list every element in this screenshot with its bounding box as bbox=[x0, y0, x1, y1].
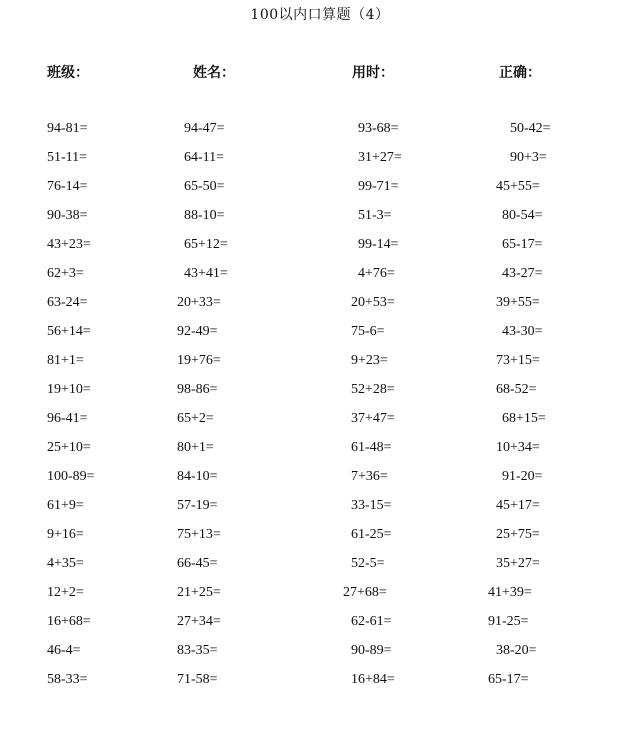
problem-col2-19: 83-35= bbox=[177, 643, 218, 658]
problem-col2-4: 88-10= bbox=[184, 208, 225, 223]
problem-col3-18: 62-61= bbox=[351, 614, 392, 629]
problem-col1-4: 90-38= bbox=[47, 208, 88, 223]
problem-col3-16: 52-5= bbox=[351, 556, 385, 571]
problem-col3-9: 9+23= bbox=[351, 353, 388, 368]
problem-col4-8: 43-30= bbox=[502, 324, 543, 339]
problem-col1-7: 63-24= bbox=[47, 295, 88, 310]
problem-col1-8: 56+14= bbox=[47, 324, 91, 339]
problem-col4-5: 65-17= bbox=[502, 237, 543, 252]
problem-col4-7: 39+55= bbox=[496, 295, 540, 310]
problem-col3-8: 75-6= bbox=[351, 324, 385, 339]
problem-col4-1: 50-42= bbox=[510, 121, 551, 136]
problem-col1-9: 81+1= bbox=[47, 353, 84, 368]
problem-col3-1: 93-68= bbox=[358, 121, 399, 136]
problem-col4-17: 41+39= bbox=[488, 585, 532, 600]
problem-col4-3: 45+55= bbox=[496, 179, 540, 194]
problem-col4-13: 91-20= bbox=[502, 469, 543, 484]
problem-col2-11: 65+2= bbox=[177, 411, 214, 426]
problem-col4-11: 68+15= bbox=[502, 411, 546, 426]
problem-col3-19: 90-89= bbox=[351, 643, 392, 658]
problem-col4-19: 38-20= bbox=[496, 643, 537, 658]
problem-col2-18: 27+34= bbox=[177, 614, 221, 629]
problem-col4-9: 73+15= bbox=[496, 353, 540, 368]
problem-col4-16: 35+27= bbox=[496, 556, 540, 571]
problem-col2-12: 80+1= bbox=[177, 440, 214, 455]
problem-col1-2: 51-11= bbox=[47, 150, 88, 165]
problem-col1-10: 19+10= bbox=[47, 382, 91, 397]
problem-col3-10: 52+28= bbox=[351, 382, 395, 397]
problem-col1-11: 96-41= bbox=[47, 411, 88, 426]
problem-col2-7: 20+33= bbox=[177, 295, 221, 310]
problem-col3-5: 99-14= bbox=[358, 237, 399, 252]
problem-col1-16: 4+35= bbox=[47, 556, 84, 571]
problem-col1-3: 76-14= bbox=[47, 179, 88, 194]
problem-col3-17: 27+68= bbox=[343, 585, 387, 600]
problem-col1-17: 12+2= bbox=[47, 585, 84, 600]
problem-col4-4: 80-54= bbox=[502, 208, 543, 223]
problem-col1-12: 25+10= bbox=[47, 440, 91, 455]
correct-label: 正确： bbox=[499, 65, 541, 81]
problem-col4-20: 65-17= bbox=[488, 672, 529, 687]
class-label: 班级： bbox=[47, 65, 89, 81]
problem-col4-15: 25+75= bbox=[496, 527, 540, 542]
problem-col3-7: 20+53= bbox=[351, 295, 395, 310]
problem-col3-2: 31+27= bbox=[358, 150, 402, 165]
problem-col3-13: 7+36= bbox=[351, 469, 388, 484]
problem-col3-20: 16+84= bbox=[351, 672, 395, 687]
problem-col2-17: 21+25= bbox=[177, 585, 221, 600]
problem-col1-1: 94-81= bbox=[47, 121, 88, 136]
problem-col4-6: 43-27= bbox=[502, 266, 543, 281]
problem-col4-12: 10+34= bbox=[496, 440, 540, 455]
problem-col2-14: 57-19= bbox=[177, 498, 218, 513]
problem-col4-10: 68-52= bbox=[496, 382, 537, 397]
problem-col4-2: 90+3= bbox=[510, 150, 547, 165]
problem-col1-20: 58-33= bbox=[47, 672, 88, 687]
name-label: 姓名： bbox=[193, 65, 235, 81]
problem-col2-6: 43+41= bbox=[184, 266, 228, 281]
problem-col4-18: 91-25= bbox=[488, 614, 529, 629]
problem-col1-13: 100-89= bbox=[47, 469, 95, 484]
problem-col1-18: 16+68= bbox=[47, 614, 91, 629]
problem-col4-14: 45+17= bbox=[496, 498, 540, 513]
problem-col3-11: 37+47= bbox=[351, 411, 395, 426]
problem-col2-10: 98-86= bbox=[177, 382, 218, 397]
problem-col3-3: 99-71= bbox=[358, 179, 399, 194]
problem-col1-15: 9+16= bbox=[47, 527, 84, 542]
problem-col2-8: 92-49= bbox=[177, 324, 218, 339]
time-label: 用时： bbox=[352, 65, 394, 81]
problem-col2-15: 75+13= bbox=[177, 527, 221, 542]
problem-col2-3: 65-50= bbox=[184, 179, 225, 194]
problem-col1-6: 62+3= bbox=[47, 266, 84, 281]
problem-col2-16: 66-45= bbox=[177, 556, 218, 571]
problem-col3-4: 51-3= bbox=[358, 208, 392, 223]
problem-col2-20: 71-58= bbox=[177, 672, 218, 687]
problem-col3-6: 4+76= bbox=[358, 266, 395, 281]
problem-col2-13: 84-10= bbox=[177, 469, 218, 484]
problem-col2-5: 65+12= bbox=[184, 237, 228, 252]
problem-col3-14: 33-15= bbox=[351, 498, 392, 513]
problem-col3-15: 61-25= bbox=[351, 527, 392, 542]
problem-col2-2: 64-11= bbox=[184, 150, 225, 165]
problem-col2-1: 94-47= bbox=[184, 121, 225, 136]
problem-col2-9: 19+76= bbox=[177, 353, 221, 368]
problem-col1-19: 46-4= bbox=[47, 643, 81, 658]
problem-col3-12: 61-48= bbox=[351, 440, 392, 455]
page-title: 100以内口算题（4） bbox=[250, 7, 390, 23]
problem-col1-14: 61+9= bbox=[47, 498, 84, 513]
problem-col1-5: 43+23= bbox=[47, 237, 91, 252]
